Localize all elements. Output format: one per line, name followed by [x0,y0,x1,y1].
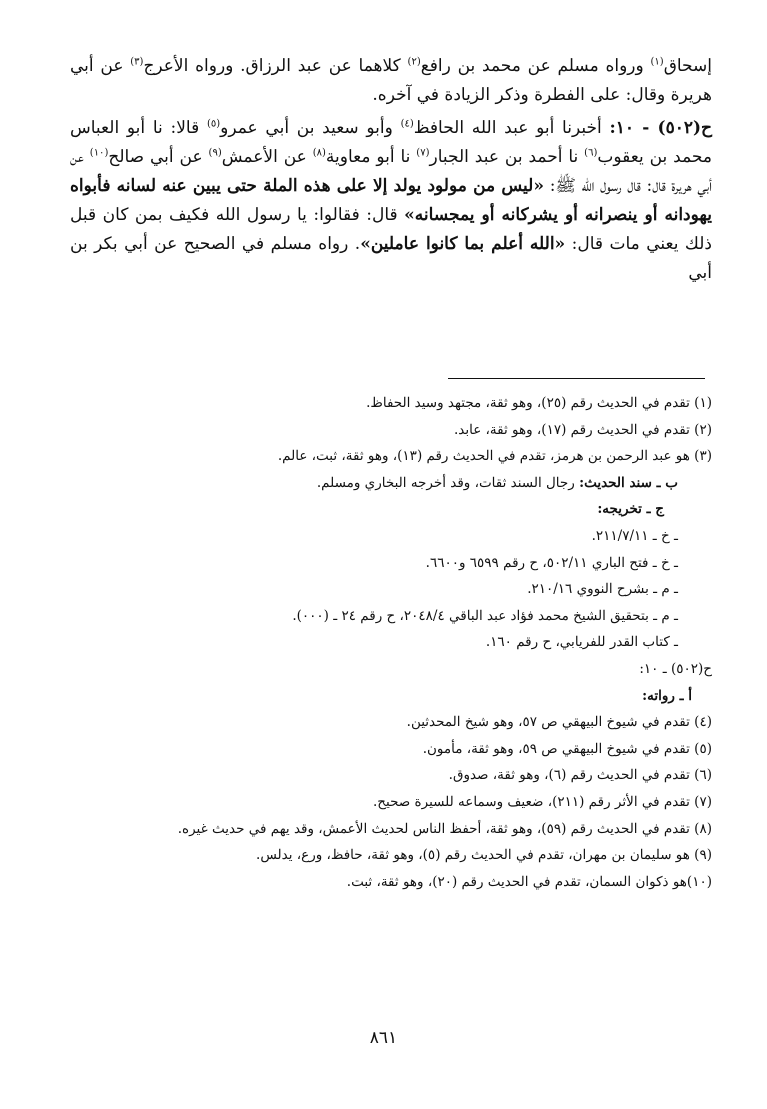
hadith-ref-heading: ح(٥٠٢) ـ ١٠: [639,660,712,677]
text-run: كلاهما عن عبد الرزاق. ورواه الأعرج [143,56,408,76]
text-run: نا أحمد بن عبد الجبار [429,147,585,167]
text-run: ورواه مسلم عن محمد بن رافع [420,56,651,76]
footnote-7: (٧) تقدم في الأثر رقم (٢١١)، ضعيف وسماعه للسيرة صحيح. [373,793,712,810]
footnote-ref-8[interactable]: (٨) [312,147,326,159]
footnote-ref-9[interactable]: (٩) [208,147,222,159]
text-run: قال: فقالوا: يا رسول الله فكيف بمن كان قبل ذلك يعني مات قال: [70,205,712,254]
main-text [70,52,712,288]
narrators-heading [70,683,712,710]
takhrij-item: ـ كتاب القدر للفريابي، ح رقم ١٦٠. [485,634,678,651]
text-run: نا أبو معاوية [325,147,417,167]
section-label: أ ـ رواته: [642,687,692,704]
text-run: عن أبي هريرة قال: قال رسول الله ﷺ: [70,147,712,196]
section-label: ب ـ سند الحديث: [579,474,678,491]
footnote-ref-6[interactable]: (٦) [584,147,598,159]
text-run: أخبرنا أبو عبد الله الحافظ [413,118,610,138]
footnote-10: (١٠)هو ذكوان السمان، تقدم في الحديث رقم (٢٠)، وهو ثقة، ثبت. [346,873,712,890]
footnote-ref-3[interactable]: (٣) [130,56,144,68]
hadith-number: ح(٥٠٢) - ١٠: [609,118,712,138]
takhrij-heading [70,496,712,523]
footnote-ref-4[interactable]: (٤) [400,118,414,130]
footnote-3: (٣) هو عبد الرحمن بن هرمز، تقدم في الحديث رقم (١٣)، وهو ثقة، ثبت، عالم. [277,448,712,465]
footnote-2: (٢) تقدم في الحديث رقم (١٧)، وهو ثقة، عابد. [453,421,712,438]
footnote-5: (٥) تقدم في شيوخ البيهقي ص ٥٩، وهو ثقة، مأمون. [422,740,712,757]
footnote-6: (٦) تقدم في الحديث رقم (٦)، وهو ثقة، صدوق. [448,767,712,784]
footnote-ref-5[interactable]: (٥) [206,118,221,130]
footnote-8: (٨) تقدم في الحديث رقم (٥٩)، وهو ثقة، أحفظ الناس لحديث الأعمش، وقد يهم في حديث غيره. [177,820,712,837]
text-run: عن أبي هريرة وقال: على الفطرة وذكر الزيادة في آخره. [70,56,712,105]
takhrij-item: ـ خ ـ فتح الباري ٥٠٢/١١، ح رقم ٦٥٩٩ و٦٦٠٠. [425,554,678,571]
paragraph-1 [70,52,712,110]
paragraph-2 [70,114,712,288]
footnote-separator [448,378,705,379]
footnote-ref-2[interactable]: (٢) [407,56,421,68]
text-run: عن الأعمش [221,147,313,167]
text-run: . رواه مسلم في الصحيح عن أبي بكر بن أبي [70,234,712,283]
page-number: ٨٦١ [369,1028,398,1048]
takhrij-item: ـ م ـ بتحقيق الشيخ محمد فؤاد عبد الباقي ٢٠٤٨/٤، ح رقم ٢٤ ـ (٠٠٠). [292,607,678,624]
text-run: قالا: نا أبو العباس محمد بن يعقوب [70,118,712,167]
text-run: عن أبي صالح [108,147,209,167]
hadith-text: «ليس من مولود يولد إلا على هذه الملة حتى يبين عنه لسانه فأبواه يهودانه أو ينصرانه أو يشركانه أو يمجسانه» [70,176,712,225]
footnote-ref-7[interactable]: (٧) [416,147,430,159]
takhrij-item: ـ خ ـ ٢١١/٧/١١. [591,527,678,544]
text-run: وأبو سعيد بن أبي عمرو [220,118,401,138]
hadith-text: «الله أعلم بما كانوا عاملين» [360,234,566,254]
text-run: إسحاق [663,56,712,76]
takhrij-item: ـ م ـ بشرح النووي ٢١٠/١٦. [527,581,678,598]
section-label: ج ـ تخريجه: [597,501,664,518]
footnote-ref-10[interactable]: (١٠) [89,147,109,159]
footnote-ref-1[interactable]: (١) [650,56,664,68]
chain-section [70,470,712,497]
footnote-4: (٤) تقدم في شيوخ البيهقي ص ٥٧، وهو شيخ المحدثين. [406,714,712,731]
footnote-1: (١) تقدم في الحديث رقم (٢٥)، وهو ثقة، مجتهد وسيد الحفاظ. [366,395,712,411]
footnote-9: (٩) هو سليمان بن مهران، تقدم في الحديث رقم (٥)، وهو ثقة، حافظ، ورع، يدلس. [256,847,712,864]
footnotes [70,390,712,895]
section-text: رجال السند ثقات، وقد أخرجه البخاري ومسلم. [316,474,580,491]
